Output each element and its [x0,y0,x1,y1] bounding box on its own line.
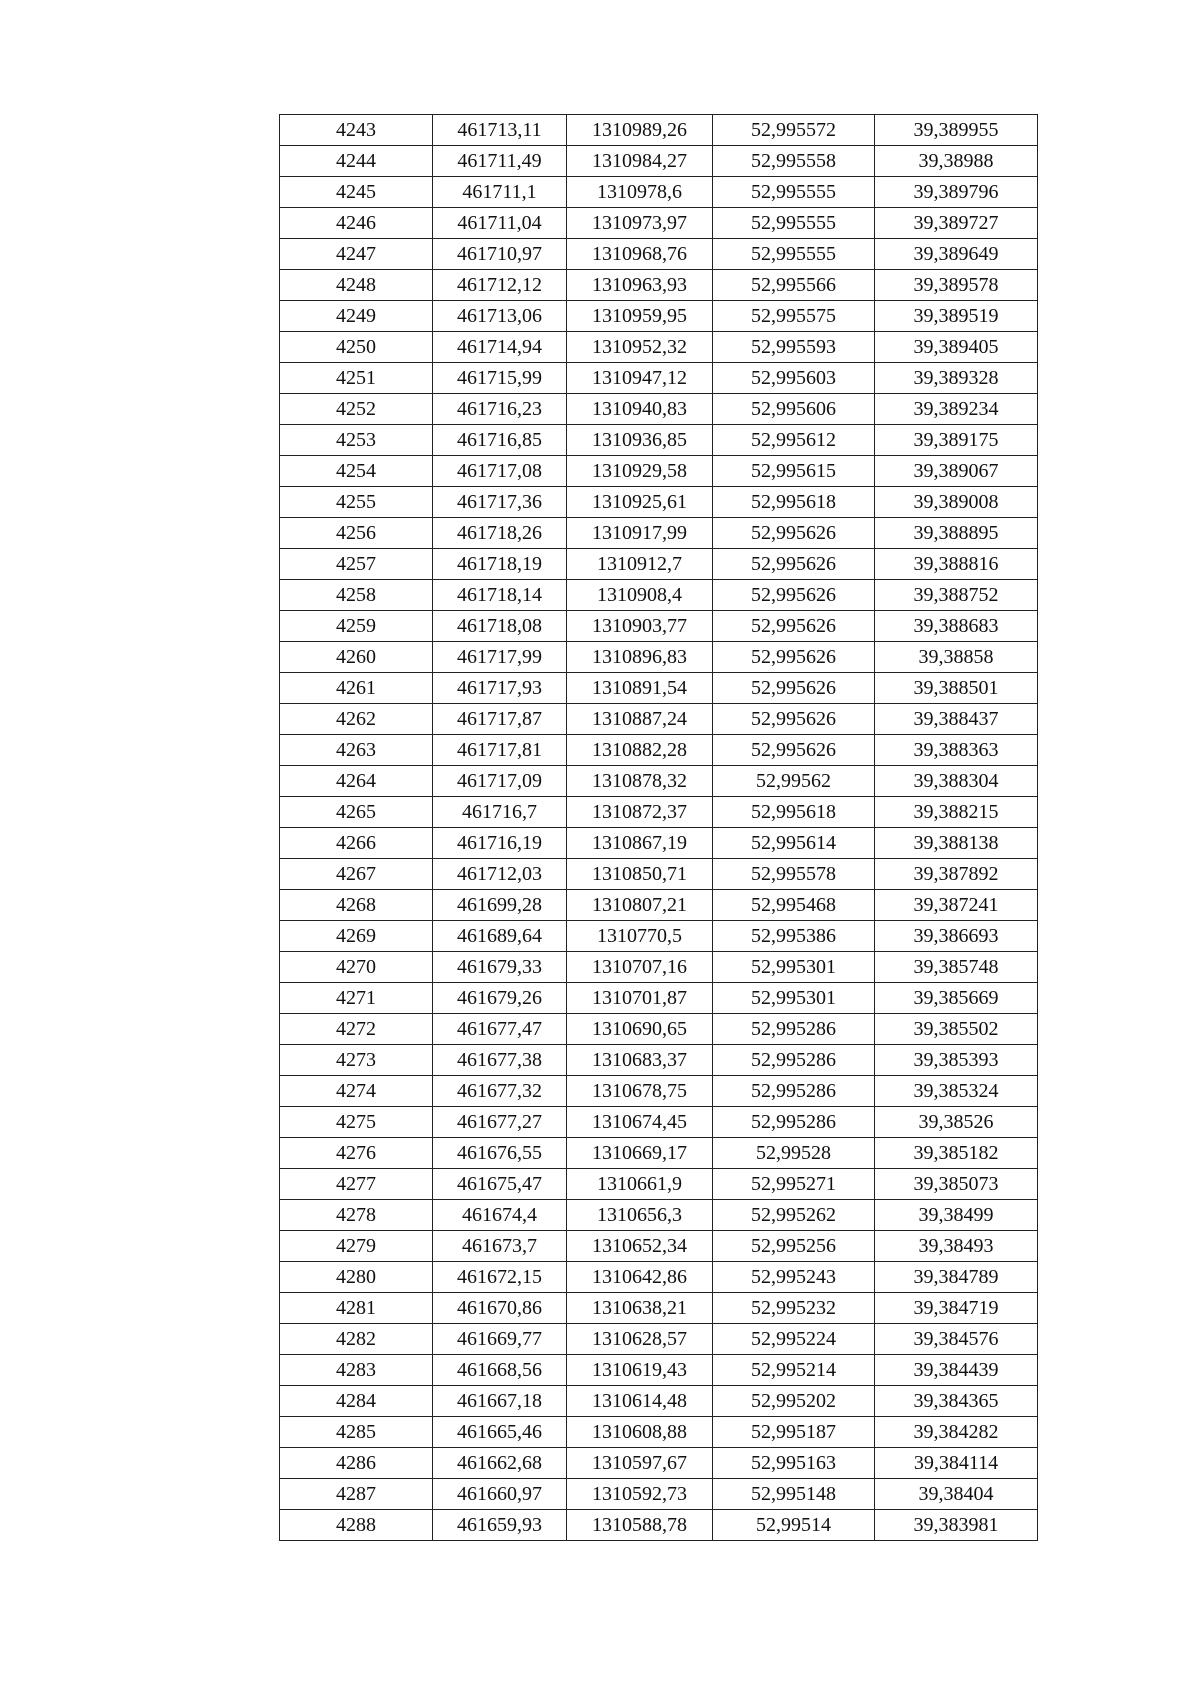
x-coordinate-cell: 461716,85 [433,425,567,456]
y-coordinate-cell: 1310887,24 [567,704,713,735]
latitude-cell: 52,995224 [713,1324,875,1355]
table-row [280,642,1038,673]
x-coordinate-cell: 461675,47 [433,1169,567,1200]
y-coordinate-cell: 1310989,26 [567,115,713,146]
latitude-cell: 52,995606 [713,394,875,425]
table-row [280,611,1038,642]
latitude-cell: 52,995214 [713,1355,875,1386]
table-row [280,239,1038,270]
table-row [280,797,1038,828]
longitude-cell: 39,389175 [875,425,1038,456]
table-row [280,1417,1038,1448]
longitude-cell: 39,384789 [875,1262,1038,1293]
latitude-cell: 52,995593 [713,332,875,363]
table-row [280,332,1038,363]
table-row [280,828,1038,859]
point-number-cell: 4252 [280,394,433,425]
table-row [280,394,1038,425]
table-row [280,1169,1038,1200]
longitude-cell: 39,38988 [875,146,1038,177]
y-coordinate-cell: 1310929,58 [567,456,713,487]
y-coordinate-cell: 1310925,61 [567,487,713,518]
latitude-cell: 52,995614 [713,828,875,859]
table-row [280,456,1038,487]
longitude-cell: 39,385669 [875,983,1038,1014]
point-number-cell: 4285 [280,1417,433,1448]
point-number-cell: 4249 [280,301,433,332]
point-number-cell: 4260 [280,642,433,673]
y-coordinate-cell: 1310669,17 [567,1138,713,1169]
table-row [280,1324,1038,1355]
x-coordinate-cell: 461665,46 [433,1417,567,1448]
latitude-cell: 52,99562 [713,766,875,797]
longitude-cell: 39,389328 [875,363,1038,394]
point-number-cell: 4245 [280,177,433,208]
latitude-cell: 52,995301 [713,952,875,983]
x-coordinate-cell: 461670,86 [433,1293,567,1324]
point-number-cell: 4264 [280,766,433,797]
y-coordinate-cell: 1310638,21 [567,1293,713,1324]
table-row [280,549,1038,580]
point-number-cell: 4272 [280,1014,433,1045]
x-coordinate-cell: 461669,77 [433,1324,567,1355]
y-coordinate-cell: 1310614,48 [567,1386,713,1417]
x-coordinate-cell: 461717,87 [433,704,567,735]
y-coordinate-cell: 1310963,93 [567,270,713,301]
table-row [280,270,1038,301]
latitude-cell: 52,995202 [713,1386,875,1417]
x-coordinate-cell: 461716,23 [433,394,567,425]
y-coordinate-cell: 1310968,76 [567,239,713,270]
y-coordinate-cell: 1310936,85 [567,425,713,456]
point-number-cell: 4288 [280,1510,433,1541]
latitude-cell: 52,995558 [713,146,875,177]
longitude-cell: 39,384439 [875,1355,1038,1386]
y-coordinate-cell: 1310891,54 [567,673,713,704]
longitude-cell: 39,389067 [875,456,1038,487]
y-coordinate-cell: 1310984,27 [567,146,713,177]
point-number-cell: 4254 [280,456,433,487]
x-coordinate-cell: 461667,18 [433,1386,567,1417]
table-row [280,890,1038,921]
x-coordinate-cell: 461679,26 [433,983,567,1014]
table-row [280,1510,1038,1541]
table-row [280,1262,1038,1293]
y-coordinate-cell: 1310678,75 [567,1076,713,1107]
latitude-cell: 52,995386 [713,921,875,952]
longitude-cell: 39,389405 [875,332,1038,363]
x-coordinate-cell: 461674,4 [433,1200,567,1231]
longitude-cell: 39,388752 [875,580,1038,611]
y-coordinate-cell: 1310588,78 [567,1510,713,1541]
longitude-cell: 39,38858 [875,642,1038,673]
latitude-cell: 52,995243 [713,1262,875,1293]
y-coordinate-cell: 1310959,95 [567,301,713,332]
latitude-cell: 52,995615 [713,456,875,487]
x-coordinate-cell: 461711,04 [433,208,567,239]
table-row [280,177,1038,208]
y-coordinate-cell: 1310882,28 [567,735,713,766]
point-number-cell: 4273 [280,1045,433,1076]
longitude-cell: 39,384114 [875,1448,1038,1479]
latitude-cell: 52,995286 [713,1045,875,1076]
latitude-cell: 52,995301 [713,983,875,1014]
point-number-cell: 4282 [280,1324,433,1355]
longitude-cell: 39,386693 [875,921,1038,952]
table-row [280,921,1038,952]
table-row [280,1231,1038,1262]
longitude-cell: 39,38526 [875,1107,1038,1138]
table-row [280,518,1038,549]
y-coordinate-cell: 1310652,34 [567,1231,713,1262]
x-coordinate-cell: 461679,33 [433,952,567,983]
point-number-cell: 4276 [280,1138,433,1169]
x-coordinate-cell: 461717,08 [433,456,567,487]
table-row [280,1200,1038,1231]
point-number-cell: 4262 [280,704,433,735]
point-number-cell: 4263 [280,735,433,766]
point-number-cell: 4266 [280,828,433,859]
y-coordinate-cell: 1310674,45 [567,1107,713,1138]
y-coordinate-cell: 1310619,43 [567,1355,713,1386]
y-coordinate-cell: 1310690,65 [567,1014,713,1045]
y-coordinate-cell: 1310872,37 [567,797,713,828]
y-coordinate-cell: 1310770,5 [567,921,713,952]
table-row [280,1076,1038,1107]
latitude-cell: 52,995271 [713,1169,875,1200]
latitude-cell: 52,99528 [713,1138,875,1169]
table-row [280,766,1038,797]
point-number-cell: 4279 [280,1231,433,1262]
x-coordinate-cell: 461718,08 [433,611,567,642]
longitude-cell: 39,385182 [875,1138,1038,1169]
x-coordinate-cell: 461715,99 [433,363,567,394]
longitude-cell: 39,389234 [875,394,1038,425]
table-row [280,146,1038,177]
point-number-cell: 4270 [280,952,433,983]
latitude-cell: 52,995618 [713,797,875,828]
point-number-cell: 4255 [280,487,433,518]
longitude-cell: 39,384719 [875,1293,1038,1324]
y-coordinate-cell: 1310978,6 [567,177,713,208]
longitude-cell: 39,389519 [875,301,1038,332]
point-number-cell: 4271 [280,983,433,1014]
point-number-cell: 4250 [280,332,433,363]
table-row [280,363,1038,394]
x-coordinate-cell: 461673,7 [433,1231,567,1262]
point-number-cell: 4274 [280,1076,433,1107]
table-row [280,704,1038,735]
x-coordinate-cell: 461676,55 [433,1138,567,1169]
latitude-cell: 52,995626 [713,642,875,673]
y-coordinate-cell: 1310878,32 [567,766,713,797]
y-coordinate-cell: 1310661,9 [567,1169,713,1200]
x-coordinate-cell: 461659,93 [433,1510,567,1541]
longitude-cell: 39,385748 [875,952,1038,983]
longitude-cell: 39,385502 [875,1014,1038,1045]
y-coordinate-cell: 1310707,16 [567,952,713,983]
x-coordinate-cell: 461718,14 [433,580,567,611]
longitude-cell: 39,389008 [875,487,1038,518]
point-number-cell: 4275 [280,1107,433,1138]
point-number-cell: 4278 [280,1200,433,1231]
point-number-cell: 4261 [280,673,433,704]
x-coordinate-cell: 461662,68 [433,1448,567,1479]
point-number-cell: 4258 [280,580,433,611]
longitude-cell: 39,387241 [875,890,1038,921]
longitude-cell: 39,384282 [875,1417,1038,1448]
table-row [280,301,1038,332]
table-row [280,425,1038,456]
x-coordinate-cell: 461712,03 [433,859,567,890]
latitude-cell: 52,995626 [713,735,875,766]
point-number-cell: 4269 [280,921,433,952]
longitude-cell: 39,385393 [875,1045,1038,1076]
table-row [280,208,1038,239]
point-number-cell: 4287 [280,1479,433,1510]
longitude-cell: 39,384576 [875,1324,1038,1355]
x-coordinate-cell: 461672,15 [433,1262,567,1293]
longitude-cell: 39,389649 [875,239,1038,270]
latitude-cell: 52,995626 [713,673,875,704]
point-number-cell: 4248 [280,270,433,301]
y-coordinate-cell: 1310592,73 [567,1479,713,1510]
table-row [280,580,1038,611]
point-number-cell: 4247 [280,239,433,270]
longitude-cell: 39,388363 [875,735,1038,766]
coordinates-table-body [280,115,1038,1541]
latitude-cell: 52,995232 [713,1293,875,1324]
table-row [280,952,1038,983]
latitude-cell: 52,995612 [713,425,875,456]
point-number-cell: 4267 [280,859,433,890]
latitude-cell: 52,995555 [713,239,875,270]
x-coordinate-cell: 461689,64 [433,921,567,952]
point-number-cell: 4251 [280,363,433,394]
x-coordinate-cell: 461717,93 [433,673,567,704]
point-number-cell: 4281 [280,1293,433,1324]
table-row [280,735,1038,766]
point-number-cell: 4277 [280,1169,433,1200]
latitude-cell: 52,995578 [713,859,875,890]
x-coordinate-cell: 461710,97 [433,239,567,270]
longitude-cell: 39,385324 [875,1076,1038,1107]
point-number-cell: 4256 [280,518,433,549]
longitude-cell: 39,389578 [875,270,1038,301]
y-coordinate-cell: 1310940,83 [567,394,713,425]
longitude-cell: 39,388215 [875,797,1038,828]
latitude-cell: 52,995163 [713,1448,875,1479]
x-coordinate-cell: 461717,99 [433,642,567,673]
latitude-cell: 52,995626 [713,518,875,549]
x-coordinate-cell: 461711,1 [433,177,567,208]
y-coordinate-cell: 1310952,32 [567,332,713,363]
longitude-cell: 39,388501 [875,673,1038,704]
latitude-cell: 52,995256 [713,1231,875,1262]
table-row [280,1386,1038,1417]
y-coordinate-cell: 1310701,87 [567,983,713,1014]
table-row [280,1293,1038,1324]
x-coordinate-cell: 461699,28 [433,890,567,921]
latitude-cell: 52,995286 [713,1107,875,1138]
y-coordinate-cell: 1310903,77 [567,611,713,642]
table-row [280,1045,1038,1076]
latitude-cell: 52,995626 [713,611,875,642]
point-number-cell: 4268 [280,890,433,921]
x-coordinate-cell: 461660,97 [433,1479,567,1510]
x-coordinate-cell: 461711,49 [433,146,567,177]
y-coordinate-cell: 1310917,99 [567,518,713,549]
table-row [280,1448,1038,1479]
latitude-cell: 52,995148 [713,1479,875,1510]
table-row [280,1138,1038,1169]
longitude-cell: 39,388304 [875,766,1038,797]
longitude-cell: 39,383981 [875,1510,1038,1541]
latitude-cell: 52,995618 [713,487,875,518]
latitude-cell: 52,995187 [713,1417,875,1448]
x-coordinate-cell: 461712,12 [433,270,567,301]
longitude-cell: 39,388895 [875,518,1038,549]
latitude-cell: 52,995286 [713,1076,875,1107]
table-row [280,115,1038,146]
point-number-cell: 4259 [280,611,433,642]
y-coordinate-cell: 1310896,83 [567,642,713,673]
point-number-cell: 4284 [280,1386,433,1417]
x-coordinate-cell: 461717,81 [433,735,567,766]
latitude-cell: 52,995572 [713,115,875,146]
latitude-cell: 52,995555 [713,208,875,239]
x-coordinate-cell: 461716,19 [433,828,567,859]
x-coordinate-cell: 461677,27 [433,1107,567,1138]
table-row [280,1014,1038,1045]
y-coordinate-cell: 1310608,88 [567,1417,713,1448]
longitude-cell: 39,388683 [875,611,1038,642]
latitude-cell: 52,995603 [713,363,875,394]
table-row [280,1355,1038,1386]
point-number-cell: 4244 [280,146,433,177]
latitude-cell: 52,995626 [713,704,875,735]
longitude-cell: 39,38499 [875,1200,1038,1231]
x-coordinate-cell: 461677,38 [433,1045,567,1076]
point-number-cell: 4265 [280,797,433,828]
y-coordinate-cell: 1310908,4 [567,580,713,611]
x-coordinate-cell: 461668,56 [433,1355,567,1386]
y-coordinate-cell: 1310642,86 [567,1262,713,1293]
x-coordinate-cell: 461713,06 [433,301,567,332]
point-number-cell: 4243 [280,115,433,146]
y-coordinate-cell: 1310807,21 [567,890,713,921]
x-coordinate-cell: 461717,36 [433,487,567,518]
point-number-cell: 4283 [280,1355,433,1386]
y-coordinate-cell: 1310867,19 [567,828,713,859]
x-coordinate-cell: 461717,09 [433,766,567,797]
longitude-cell: 39,38404 [875,1479,1038,1510]
point-number-cell: 4257 [280,549,433,580]
x-coordinate-cell: 461718,26 [433,518,567,549]
point-number-cell: 4280 [280,1262,433,1293]
point-number-cell: 4286 [280,1448,433,1479]
longitude-cell: 39,385073 [875,1169,1038,1200]
latitude-cell: 52,995468 [713,890,875,921]
x-coordinate-cell: 461677,32 [433,1076,567,1107]
latitude-cell: 52,995626 [713,549,875,580]
longitude-cell: 39,387892 [875,859,1038,890]
x-coordinate-cell: 461713,11 [433,115,567,146]
y-coordinate-cell: 1310683,37 [567,1045,713,1076]
table-row [280,983,1038,1014]
y-coordinate-cell: 1310656,3 [567,1200,713,1231]
longitude-cell: 39,388437 [875,704,1038,735]
latitude-cell: 52,995626 [713,580,875,611]
latitude-cell: 52,995286 [713,1014,875,1045]
longitude-cell: 39,389727 [875,208,1038,239]
coordinates-table [279,114,1038,1541]
x-coordinate-cell: 461714,94 [433,332,567,363]
y-coordinate-cell: 1310912,7 [567,549,713,580]
latitude-cell: 52,995555 [713,177,875,208]
table-row [280,487,1038,518]
table-row [280,673,1038,704]
longitude-cell: 39,388138 [875,828,1038,859]
y-coordinate-cell: 1310947,12 [567,363,713,394]
point-number-cell: 4246 [280,208,433,239]
longitude-cell: 39,389796 [875,177,1038,208]
x-coordinate-cell: 461718,19 [433,549,567,580]
x-coordinate-cell: 461677,47 [433,1014,567,1045]
longitude-cell: 39,384365 [875,1386,1038,1417]
point-number-cell: 4253 [280,425,433,456]
longitude-cell: 39,38493 [875,1231,1038,1262]
latitude-cell: 52,99514 [713,1510,875,1541]
latitude-cell: 52,995262 [713,1200,875,1231]
y-coordinate-cell: 1310628,57 [567,1324,713,1355]
table-row [280,1107,1038,1138]
table-row [280,1479,1038,1510]
y-coordinate-cell: 1310597,67 [567,1448,713,1479]
longitude-cell: 39,389955 [875,115,1038,146]
x-coordinate-cell: 461716,7 [433,797,567,828]
y-coordinate-cell: 1310973,97 [567,208,713,239]
table-row [280,859,1038,890]
latitude-cell: 52,995566 [713,270,875,301]
longitude-cell: 39,388816 [875,549,1038,580]
y-coordinate-cell: 1310850,71 [567,859,713,890]
latitude-cell: 52,995575 [713,301,875,332]
